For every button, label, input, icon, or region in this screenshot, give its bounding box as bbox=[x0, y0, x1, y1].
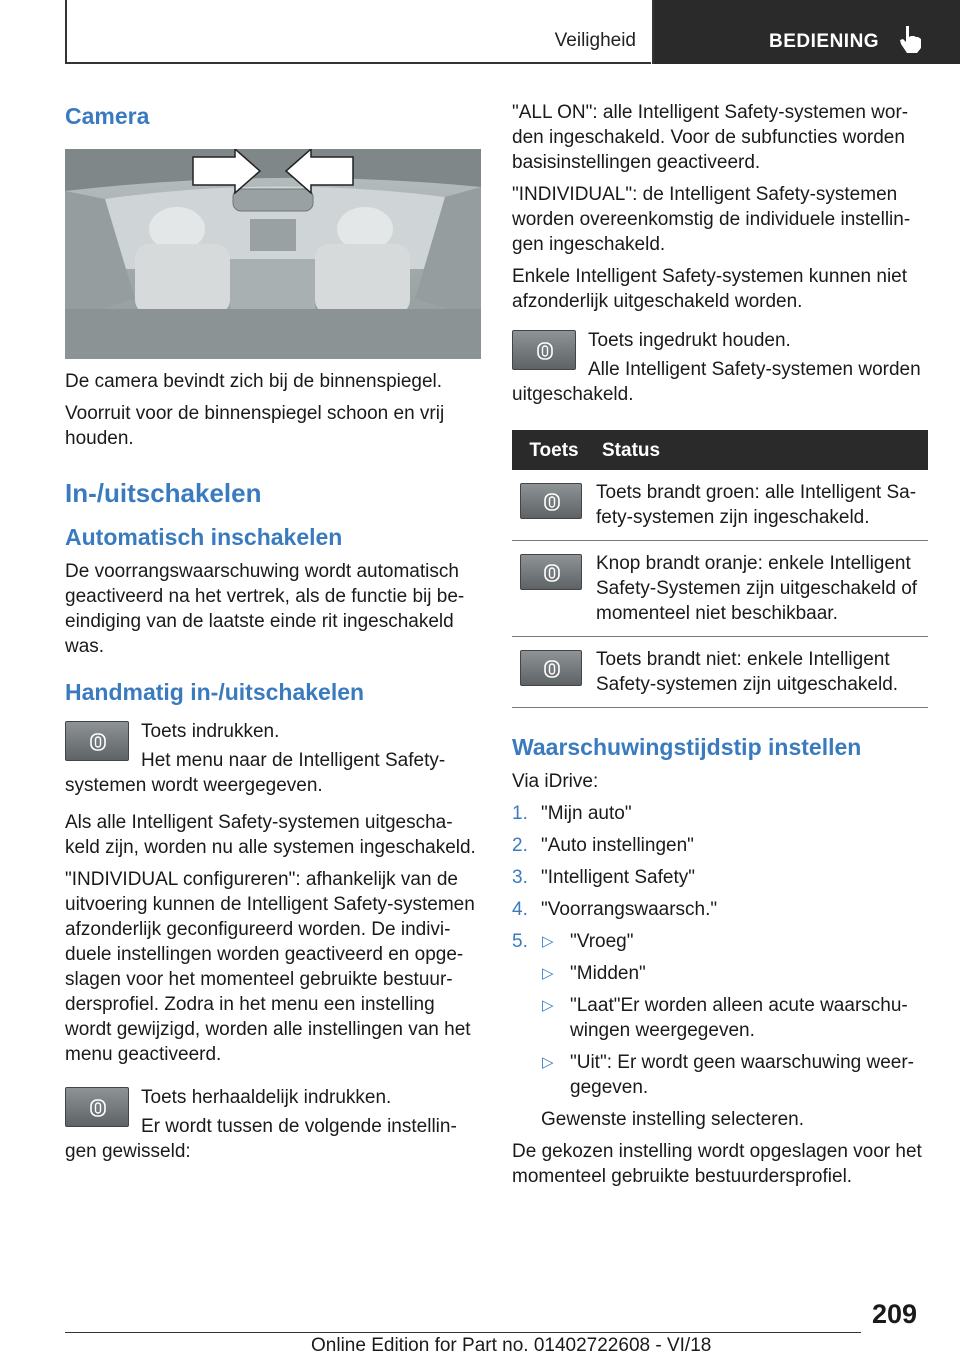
status-orange-text: Knop brandt oranje: enkele Intelligent Safety-Systemen zijn uitgeschakeld of momenteel niet beschikbaar. bbox=[596, 541, 928, 637]
safety-button-icon bbox=[65, 721, 129, 761]
select-setting-text: Gewenste instelling selecteren. bbox=[541, 1109, 804, 1130]
table-header-button: Toets bbox=[512, 430, 596, 470]
car-interior-illustration bbox=[65, 149, 481, 359]
onoff-heading: In-/uitschakelen bbox=[65, 478, 262, 508]
camera-cleaning-text: Voorruit voor de binnenspiegel schoon en vrij houden. bbox=[65, 403, 445, 449]
camera-location-text: De camera bevindt zich bij de binnenspiegel. bbox=[65, 371, 443, 392]
option-list bbox=[541, 929, 928, 1100]
header-chapter-tab bbox=[652, 0, 960, 64]
list-item: 2. "Auto instellingen" bbox=[512, 835, 694, 856]
left-column bbox=[65, 96, 481, 1176]
all-on-text: "ALL ON": alle Intelligent Safety-systemen wor-den ingeschakeld. Voor de subfuncties worden basisinstellingen geactiveerd. bbox=[512, 102, 909, 173]
auto-on-text: De voorrangswaarschuwing wordt automatisch geactiveerd na het vertrek, als de functie bij be-eindiging van de laatste einde rit ingeschakeld was. bbox=[65, 561, 465, 657]
repeat-line-2: Er wordt tussen de volgende instellin-gen gewisseld: bbox=[65, 1116, 457, 1162]
list-item: ▷ "Midden" bbox=[542, 963, 646, 984]
triangle-bullet-icon: ▷ bbox=[542, 965, 554, 982]
header-divider-left bbox=[65, 0, 67, 64]
hold-line-1: Toets ingedrukt houden. bbox=[588, 330, 791, 351]
press-line-2: Het menu naar de Intelligent Safety-systemen wordt weergegeven. bbox=[65, 750, 446, 796]
header-section-title: Veiligheid bbox=[554, 30, 636, 51]
right-column bbox=[512, 100, 928, 1196]
manual-onoff-heading: Handmatig in-/uitschakelen bbox=[65, 679, 365, 705]
hold-line-2: Alle Intelligent Safety-systemen worden uitgeschakeld. bbox=[512, 359, 921, 405]
footer-divider bbox=[65, 1332, 861, 1333]
hold-button-instruction bbox=[512, 328, 928, 414]
list-item: ▷ "Laat"Er worden alleen acute waarschu-wingen weergegeven. bbox=[542, 995, 908, 1041]
list-item: 3. "Intelligent Safety" bbox=[512, 867, 695, 888]
footer-edition: Online Edition for Part no. 01402722608 - VI/18 bbox=[311, 1335, 712, 1356]
repeat-line-1: Toets herhaaldelijk indrukken. bbox=[141, 1087, 392, 1108]
some-systems-text: Enkele Intelligent Safety-systemen kunnen niet afzonderlijk uitgeschakeld worden. bbox=[512, 266, 908, 312]
button-status-table bbox=[512, 430, 928, 708]
list-item: 5. ▷ "Vroeg" ▷ "Midden" ▷ "Laat"Er worden alleen acute waarschu-wingen weergegeven. ▷ "Uit": Er wordt geen waarschuwing weer-gegeven. Gewenste instelling selecteren. bbox=[512, 929, 928, 1132]
safety-button-icon bbox=[520, 483, 582, 519]
list-item: ▷ "Uit": Er wordt geen waarschuwing weer-gegeven. bbox=[542, 1052, 915, 1098]
all-off-text: Als alle Intelligent Safety-systemen uitgescha-keld zijn, worden nu alle systemen ingeschakeld. bbox=[65, 812, 476, 858]
safety-button-icon bbox=[65, 1087, 129, 1127]
press-button-instruction bbox=[65, 719, 481, 805]
via-idrive-text: Via iDrive: bbox=[512, 771, 599, 792]
header-chapter-label: BEDIENING bbox=[769, 31, 880, 52]
table-header-status: Status bbox=[596, 430, 928, 470]
safety-button-icon bbox=[520, 554, 582, 590]
triangle-bullet-icon: ▷ bbox=[542, 1054, 554, 1071]
table-row bbox=[512, 541, 928, 637]
page-number: 209 bbox=[872, 1299, 918, 1329]
list-item: ▷ "Vroeg" bbox=[542, 931, 634, 952]
safety-button-icon bbox=[512, 330, 576, 370]
press-line-1: Toets indrukken. bbox=[141, 721, 280, 742]
individual-configure-text: "INDIVIDUAL configureren": afhankelijk van de uitvoering kunnen de Intelligent Safety-systemen afzonderlijk geconfigureerd worden. De indivi-duele instellingen worden geactiveerd en opge-slagen voor het momenteel gebruikte bestuur-dersprofiel. Zodra in het menu een instelling wordt gewijzigd, worden alle instellingen van het menu geactiveerd. bbox=[65, 869, 475, 1065]
header-underline bbox=[65, 62, 651, 64]
hand-pointer-icon bbox=[897, 24, 923, 54]
status-green-text: Toets brandt groen: alle Intelligent Sa-fety-systemen zijn ingeschakeld. bbox=[596, 470, 928, 541]
steps-list bbox=[512, 801, 928, 1132]
table-row bbox=[512, 637, 928, 708]
triangle-bullet-icon: ▷ bbox=[542, 933, 554, 950]
status-off-text: Toets brandt niet: enkele Intelligent Safety-systemen zijn uitgeschakeld. bbox=[596, 637, 928, 708]
camera-heading: Camera bbox=[65, 103, 150, 129]
auto-on-heading: Automatisch inschakelen bbox=[65, 524, 343, 550]
saved-profile-text: De gekozen instelling wordt opgeslagen voor het momenteel gebruikte bestuurdersprofiel. bbox=[512, 1141, 922, 1187]
camera-photo bbox=[65, 149, 481, 359]
page-header bbox=[0, 0, 960, 66]
list-item: 4. "Voorrangswaarsch." bbox=[512, 899, 718, 920]
individual-text: "INDIVIDUAL": de Intelligent Safety-systemen worden overeenkomstig de individuele instellin-gen ingeschakeld. bbox=[512, 184, 911, 255]
table-row bbox=[512, 470, 928, 541]
warning-time-heading: Waarschuwingstijdstip instellen bbox=[512, 734, 862, 760]
repeat-press-instruction bbox=[65, 1085, 481, 1171]
list-item: 1. "Mijn auto" bbox=[512, 803, 632, 824]
triangle-bullet-icon: ▷ bbox=[542, 997, 554, 1014]
safety-button-icon bbox=[520, 650, 582, 686]
